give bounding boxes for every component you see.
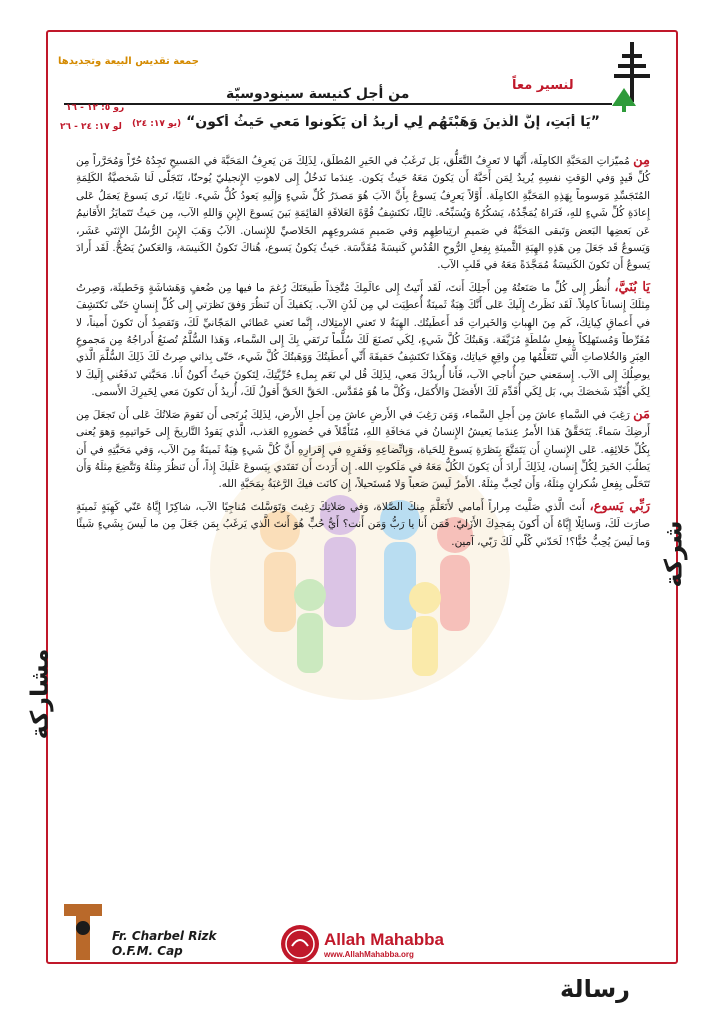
author-name [112, 929, 217, 959]
org-name: جمعة تقديس البيعة وتجديدها [58, 56, 199, 67]
allah-mahabba-logo-icon [280, 924, 320, 964]
slogan-walk-together: لنسير معاً [512, 78, 574, 93]
slogan-synodal-church: من أجل كنيسة سينودوسيّة [226, 86, 410, 102]
headline [130, 114, 600, 130]
paragraph-1-lead: مِن [633, 153, 650, 168]
author-line-1: Fr. Charbel Rizk [112, 929, 217, 943]
paragraph-2 [76, 279, 650, 402]
headline-verse: ”يَا أَبَتِ، إِنَّ الَّذينَ وَهَبْتَهُم لِي أُريدُ أَن يَكُونوا مَعي حَيثُ أَكون“ [186, 114, 600, 130]
header-divider [64, 103, 612, 105]
paragraph-4-lead: رَبِّي يَسوع، [589, 498, 650, 514]
paragraph-4-text: أَنتَ الَّذي صَلَّيتَ مِراراً أَمامي لأَتَعَلَّمَ مِنكَ الصَّلاة، وَفي صَلاتِكَ رَغِبتَ وَتَوَسَّلتَ مُناجِيًا الآب، شاكِرًا إِيَّاهُ عَنّي كَهِبَةٍ ثَمينَةٍ صارَت لَكَ، وَسائِلًا إِيَّاهُ أَن أَكونَ بِمَجدِكَ الأَزَليّ. فَمَن أَنا يا رَبُّ وَمَن أَنت؟ أَيُّ حُبٍّ هُوَ أَنتَ الَّذي يَرغَبُ بِمَن جَعَلَ مِن ما لَيسَ بِشَيءٍ شَيئًا وَما لَيسَ يُحِبُّ حُبًّا؟! لَحَدّني كُلّي لَكَ رَبّي، آمين. [76, 500, 650, 548]
headline-reference: (يو ١٧: ٢٤) [132, 119, 182, 129]
reference-romans: رو ٥: ١٢ - ١٦ [66, 103, 125, 113]
side-word-mission: رسالة [560, 975, 630, 1003]
reference-luke: لو ١٧: ٢٤ - ٢٦ [60, 122, 122, 132]
brand-url[interactable]: www.AllahMahabba.org [324, 950, 414, 959]
side-word-communion: شركة [659, 520, 688, 588]
friar-icon [58, 898, 108, 964]
cedar-icon [610, 88, 638, 112]
paragraph-4 [76, 498, 650, 551]
paragraph-3-text: رَغِبَ في السَّماءِ عاشَ مِن أَجلِ السَّماء، وَمَن رَغِبَ في الأَرضِ عاشَ مِن أَجلِ الأَرض، لِذَلِكَ يُرتَجى أَن تَقومَ صَلاتُكَ عَلى أَن تَجعَلَ مِن أَرضِكَ سَماءً. يَتَحَقَّقُ هَذا الأَمرُ عِندَما يَعيشُ الإِنسانُ في مَخافَةِ اللهِ، مُتَأَمِّلاً في حُضورِهِ العَذب، الَّذي يَقودُ التَّاريخَ إِلى خَواتيمِهِ وَهوَ يُعنى بِكُلِّ خَلائِقِه. عَلى الإِنسانِ أَن يَتَمَتَّعَ بِنَظرَةِ يَسوعَ لِلحَياة، وَبِاتِّضاعِهِ وَفَقرِهِ في إِقرارِهِ أَنَّ كُلَّ شَيءٍ هِبَةٌ ثَمينَةٌ مِنَ الآب، وَفي مَحَبَّتِهِ في أَن يَطلُبَ الخَيرَ لِكُلِّ إِنسان، لِذَلِكَ أَرادَ أَن يَكونَ الكُلُّ مَعَهُ في مَلَكوتِ الله. إِن أَرَدتَ أَن تَقتَدي بِيَسوعَ عَلَيكَ إِذاً، أَن تَنظُرَ مِثلَهُ وَتَتَّضِعَ مِثلَهُ وَأَن تَتَحَلّى بِفِعلِ شُكرانٍ مِثلَهُ، وَأَن تُحِبَّ مِثلَهُ. الأَمرُ لَيسَ صَعباً وَلا مُستَحيلاً، إِن كانَت فيكَ الرَّغبَةُ بِمَحَبَّةِ الله. [76, 408, 650, 491]
author-line-2: O.F.M. Cap [112, 944, 183, 958]
body-text [76, 152, 650, 922]
side-word-participation: مشاركة [25, 648, 54, 740]
brand-name: Allah Mahabba [324, 930, 444, 949]
paragraph-2-lead: يَا بُنَيَّ، [614, 279, 651, 295]
paragraph-2-text: أُنظُر إِلى كُلِّ ما صَنَعتُهُ مِن أَجلِكَ أَنتَ، لَقَد أَتَيتُ إِلى عالَمِكَ مُتَّخِذاً طَبيعَتَكَ رُغمَ ما فيها مِن ضُعفٍ وَهَشاشَةٍ وَخَطيئَة، وَصِرتُ مِثلَكَ إِنساناً كامِلاً. لَقَد نَظَرتُ إِلَيكَ عَلى أَنَّكَ هِبَةٌ ثَمينَةٌ أُعطِيَت لي مِن لَدُنِ الآب. يَكفيكَ أَن تَنظُرَ وَفقَ نَظرَتي إِلى كُلِّ إِنسانٍ حَتّى تَكتَشِفَ في أَعماقِ كِيانِكَ، كَم مِنَ الهِباتِ وَالخَيراتِ قَد أَعطَيتُك. الهِبَةُ لا تَعني الإِمتِلاك، إِنَّما تَعني عَطائي المَجّانيِّ لَكَ، وَتَقصِدُ أَن تَكونَ أَميناً، لا مُفَرِّطاً وَمُستَهلِكاً بِفِعلِ سُلطَةٍ مُزَيَّفَة. وَهَبتُكَ كُلَّ شَيءٍ، لِكَي تَصنَعَ لَكَ سُلَّماً تَرتَقي بِكَ إِلى السَّماء، وَهَذا السُّلَّمُ تُصنَعُ أَدراجُهُ مِن مَجموعِ العِبَرِ وَالخُلاصاتِ الَّتي تَتَعَلَّمُها مِن واقِعِ حَياتِك، وَهَكَذا تَكتَشِفُ حَقيقَةَ أَنِّي أَعطَيتُكَ وَوَهَبتُكَ كُلَّ شَيء، حَتّى بِذاتي صِرتُ لَكَ ذَلِكَ السُّلَّمَ الَّذي يوصِلُكَ إِلى الآب. إِسمَعني حينَ أُناجي الآب، فَأَنا أُريدُكَ مَعي، لِذَلِكَ قُل لي نَعَم بِملءِ حُرِّيَّتِكَ، لِتَكونَ حَيثُ أَكونُ أَنا. مَحَبَّتي تَدفَعُني إِلَيكَ لا لِكَي أُقَيِّدَ شَخصَكَ بي، بَل لِكَي أُقَدِّمَ لَكَ الأَفضَلَ وَالأَكمَل، وَكُلَّ ما هُوَ مُقَدَّس. الحَقَّ الحَقَّ أَقولُ لَكَ، أُريدُ أَن تَكونَ مَعي لِخَيرِكَ الأَسمى. [76, 281, 650, 399]
paragraph-3-lead: مَن [633, 406, 650, 422]
paragraph-1-text: مُميّزاتِ المَحَبَّةِ الكامِلَة، أَنَّها لا تَعرِفُ التَّعَلُّق، بَل تَرغَبُ في الخَيرِ المُطلَق، لِذَلِكَ مَن يَعرِفُ المَحَبَّةَ في المَسيحِ تَجِدُهُ حُرّاً وَمُحَرَّراً مِن كُلِّ قَيدٍ وَفي الوَقتِ نفسِهِ يُريدُ لِمَن أَحَبَّهُ أَن يَكونَ مَعَهُ حَيثُ يَكون. عِندَما نَدخُلُ إِلى لاهوتِ الإِنجيليّ يُوحنّا، نَتَجَلّى لَنا شَخصيَّةُ الكَلِمَةِ المُتَجَسِّدِ مَوسوماً بِهَذِهِ المَحَبَّةِ الكامِلَة. أَوَّلاً يَعرِفُ يَسوعُ بِأَنَّ الآبَ هُوَ مَصدَرُ كُلِّ شَيءٍ وَإِلَيهِ يَعودُ كُلُّ شَيء. ثانِيًا، نَرى يَسوعَ يَعمَلُ عَلى إِعادَةِ كُلِّ شَيءٍ للهِ، فَنَراهُ يُمَجِّدُهُ، يَشكُرُهُ وَيُسَبِّحُه. ثالِثًا، نَكتَشِفُ قُوَّةَ العَلاقَةِ القائِمَةِ بَينَ يَسوعَ الإِبنِ وَاللهِ الآب، مِن حَيثُ تَتَمايَزُ الأَقانيمُ عَن بَعضِها البَعض وَتَبقى المَحَبَّةُ في صَميمِ ارتِباطِهِم وَفي صَميمِ مَشروعِهِم الخَلاصيِّ للإِنسان. الآبُ وَهَبَ الإِبنَ الرُّسُلَ الإِثنَي عَشَر، وَيَسوعُ قَد جَعَلَ مِن هَذِهِ الهِبَةِ الثَّمينَةِ بِفِعلِ الرُّوحِ القُدُسِ كَنيسَةً مُقَدَّسَة. حَيثُ يَكونُ يَسوع، هُناكَ تَكونُ الكَنيسَة، وَالعَكسُ يَصُحُّ. لَقَد أَرادَ يَسوعُ أَن تَكونَ الكَنيسَةُ مُمَجَّدَةً مَعَهُ في قَلبِ الآب. [76, 155, 650, 272]
paragraph-1 [76, 152, 650, 275]
paragraph-3 [76, 406, 650, 494]
